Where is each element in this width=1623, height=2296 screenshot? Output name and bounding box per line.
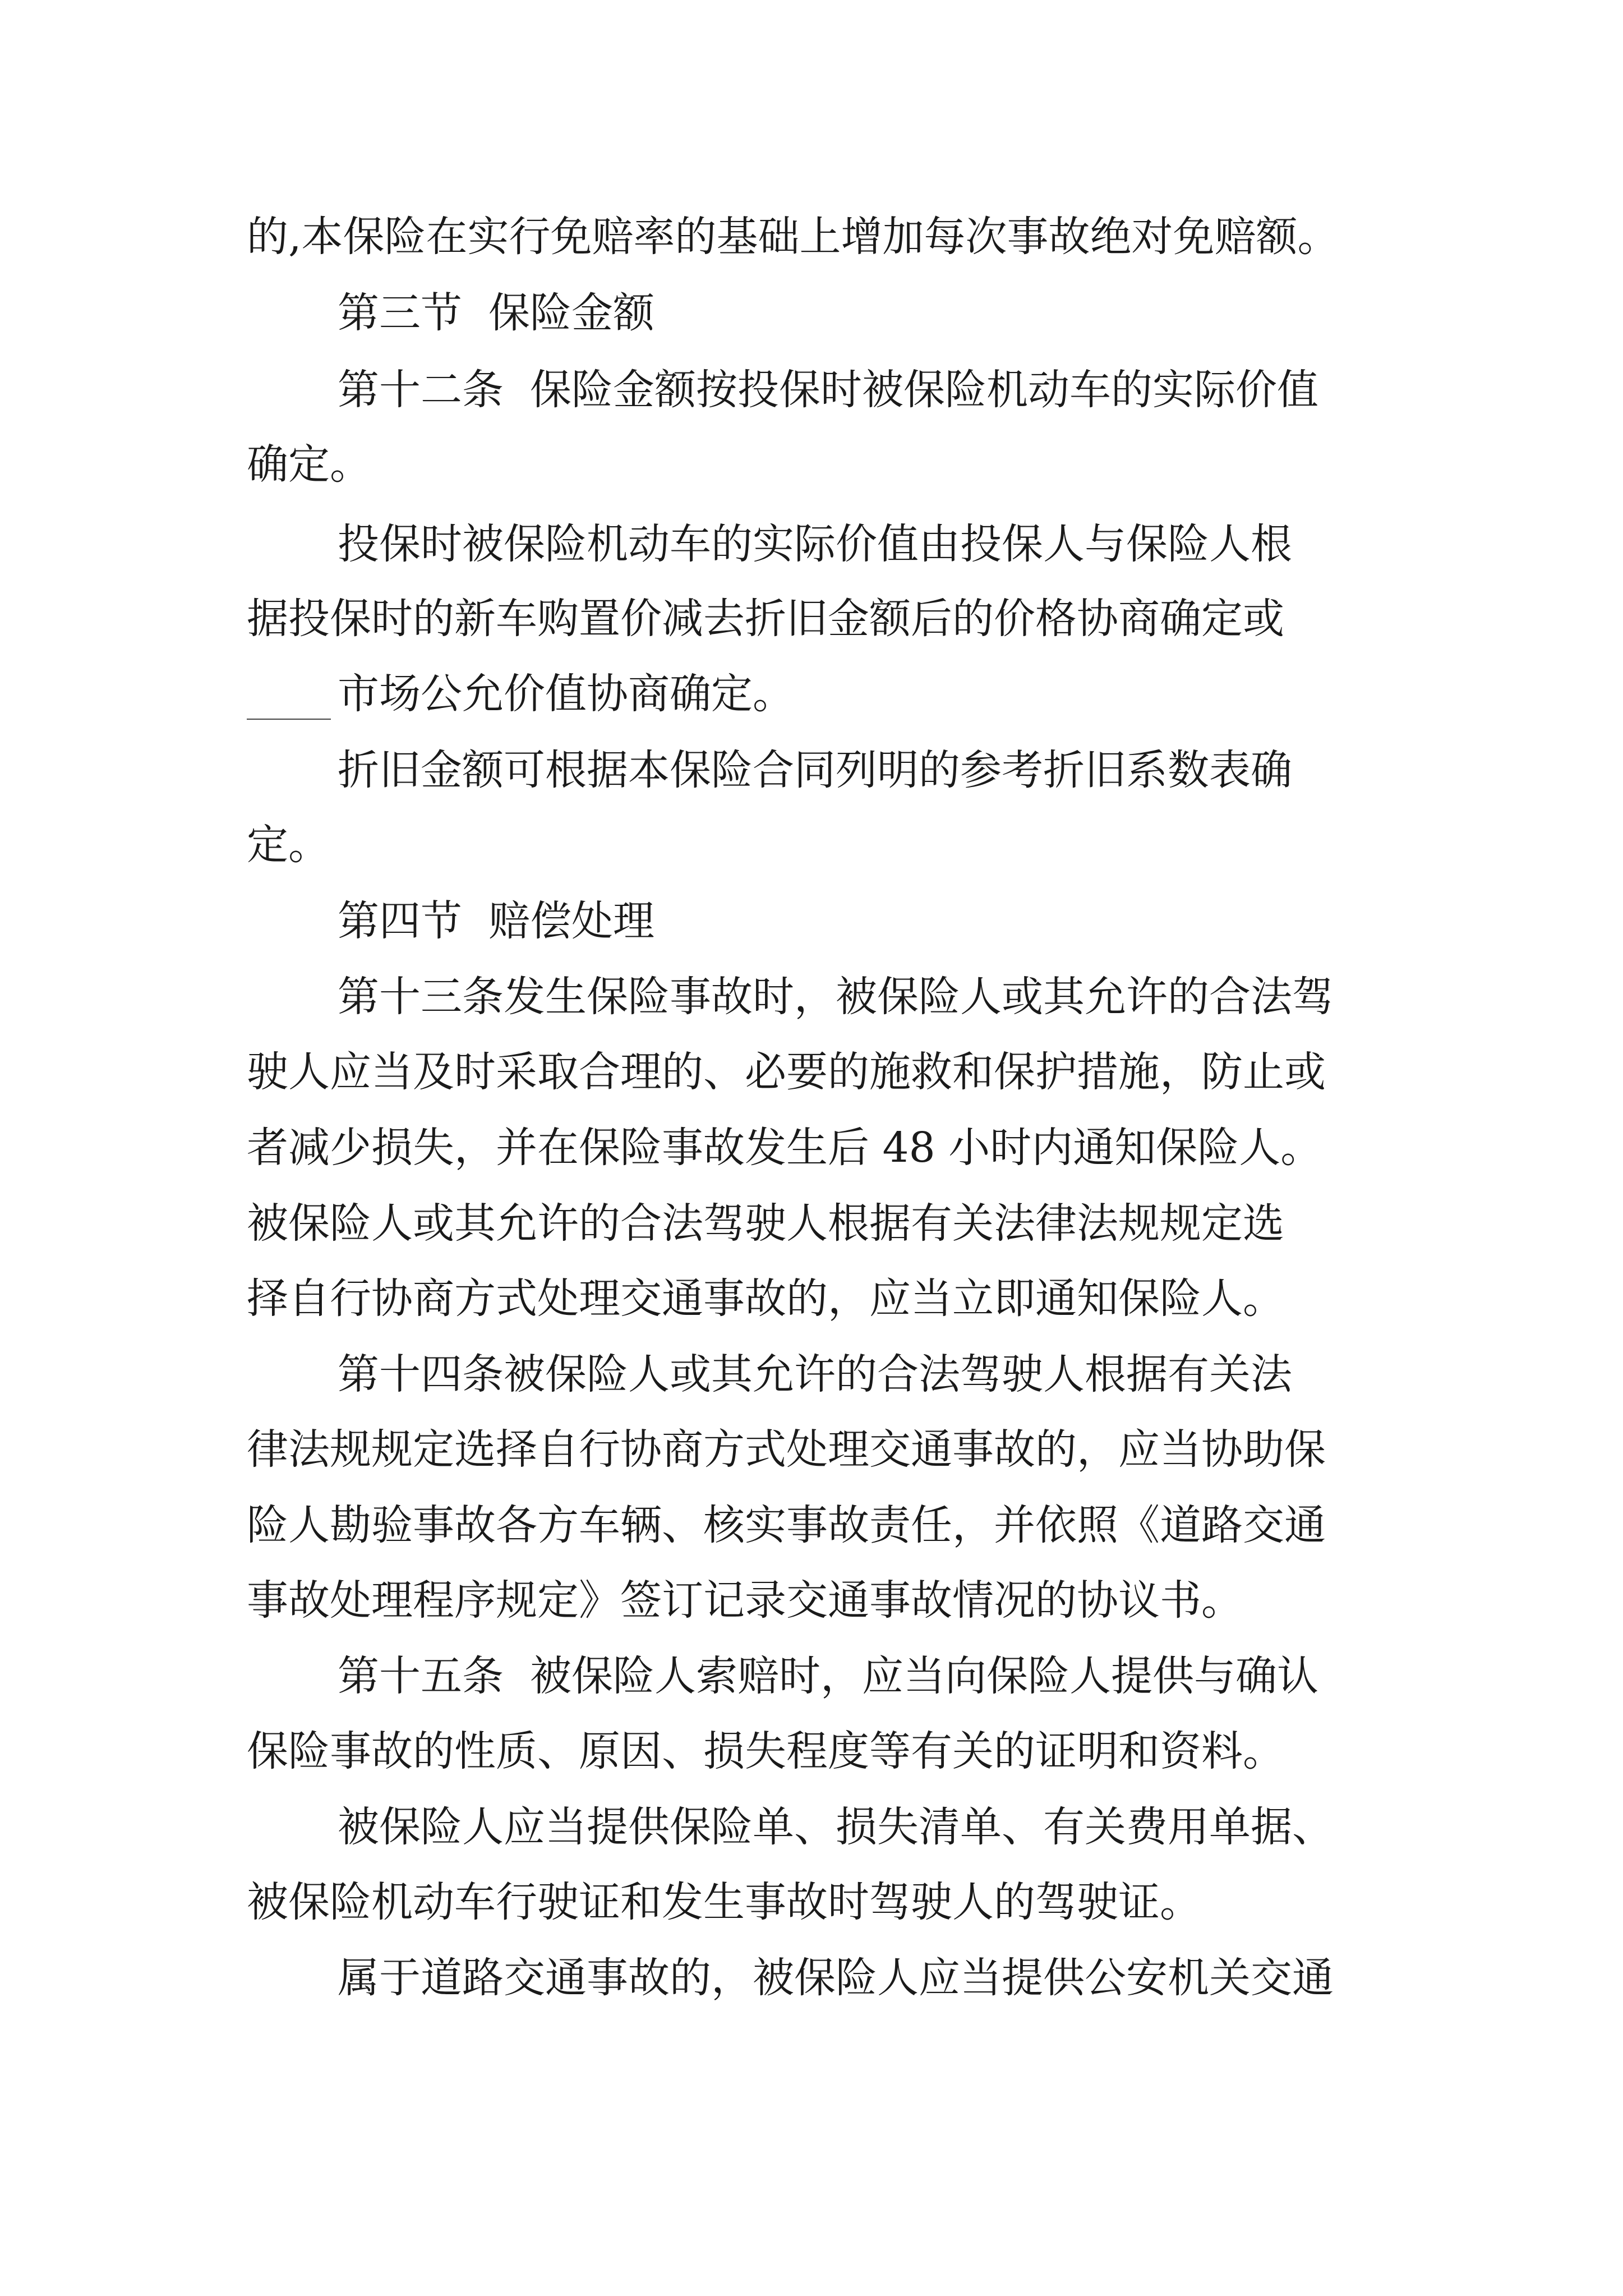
article-line: 第十二条 保险金额按投保时被保险机动车的实际价值	[338, 366, 1319, 414]
paragraph-line: 折旧金额可根据本保险合同列明的参考折旧系数表确	[338, 746, 1292, 794]
text-line: 确定。	[247, 440, 371, 489]
text-line: 据投保时的新车购置价减去折旧金额后的价格协商确定或	[247, 595, 1284, 643]
text-line: 驶人应当及时采取合理的、必要的施救和保护措施，防止或	[247, 1048, 1326, 1096]
text-line: 事故处理程序规定》签订记录交通事故情况的协议书。	[247, 1576, 1243, 1625]
text-line: 市场公允价值协商确定。	[338, 670, 794, 718]
fill-in-blank	[247, 719, 331, 720]
text-line: 定。	[247, 821, 330, 869]
article-line: 第十三条发生保险事故时，被保险人或其允许的合法驾	[338, 973, 1334, 1021]
section-heading: 第四节 赔偿处理	[338, 897, 655, 945]
text-line: 被保险机动车行驶证和发生事故时驾驶人的驾驶证。	[247, 1878, 1201, 1926]
text-line: 被保险人或其允许的合法驾驶人根据有关法律法规规定选	[247, 1199, 1284, 1248]
article-line: 第十五条 被保险人索赔时，应当向保险人提供与确认	[338, 1652, 1319, 1700]
text-line: 的,本保险在实行免赔率的基础上增加每次事故绝对免赔额。	[247, 213, 1339, 261]
text-line: 者减少损失，并在保险事故发生后 48 小时内通知保险人。	[247, 1124, 1322, 1172]
text-line: 择自行协商方式处理交通事故的，应当立即通知保险人。	[247, 1274, 1284, 1323]
text-line: 险人勘验事故各方车辆、核实事故责任，并依照《道路交通	[247, 1501, 1326, 1549]
paragraph-line: 被保险人应当提供保险单、损失清单、有关费用单据、	[338, 1803, 1334, 1851]
section-heading: 第三节 保险金额	[338, 289, 655, 337]
paragraph-line: 投保时被保险机动车的实际价值由投保人与保险人根	[338, 520, 1292, 568]
text-line: 保险事故的性质、原因、损失程度等有关的证明和资料。	[247, 1727, 1284, 1775]
text-line: 律法规规定选择自行协商方式处理交通事故的，应当协助保	[247, 1425, 1326, 1474]
article-line: 第十四条被保险人或其允许的合法驾驶人根据有关法	[338, 1350, 1292, 1398]
paragraph-line: 属于道路交通事故的，被保险人应当提供公安机关交通	[338, 1954, 1334, 2002]
